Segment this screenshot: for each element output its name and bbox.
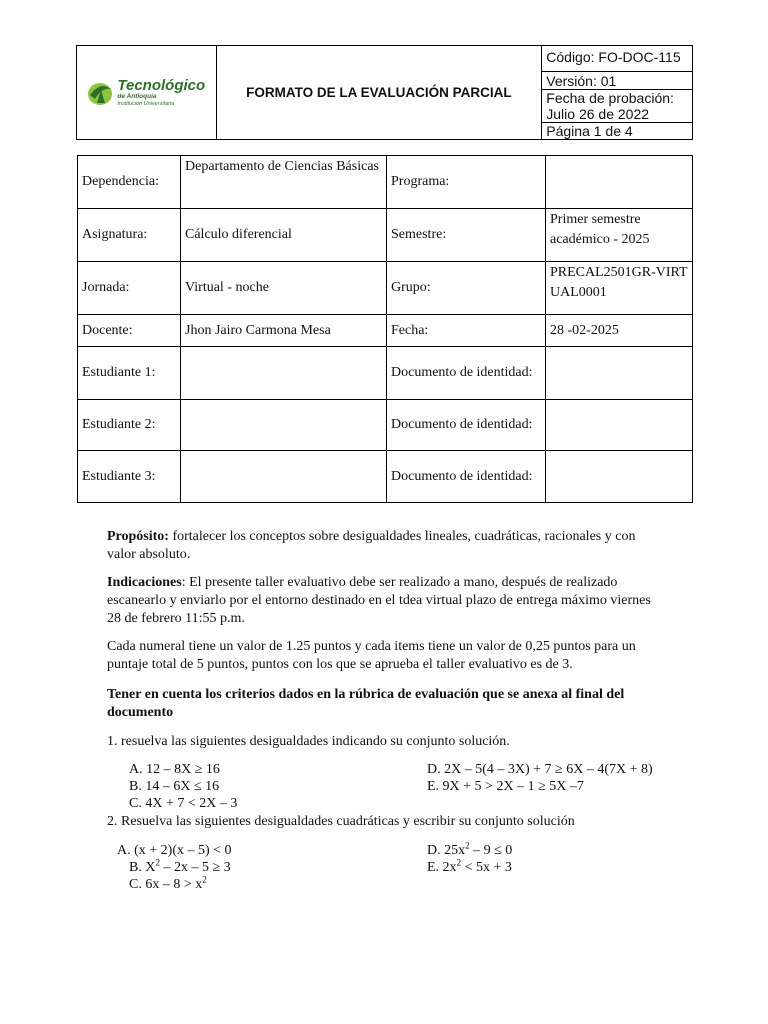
institution-logo [77,78,216,107]
proposito-label: Propósito: [107,529,169,544]
docente-label: Docente: [78,315,181,347]
documento-2-field[interactable] [546,400,693,451]
puntaje-paragraph: Cada numeral tiene un valor de 1.25 puntos y cada items tiene un valor de 0,25 puntos para un puntaje total de 5 puntos, puntos con los que se aprueba el taller evaluativo es de 3. [107,639,636,672]
grupo-value: PRECAL2501GR-VIRTUAL0001 [546,262,693,315]
document-body [107,528,667,893]
estudiante-2-label: Estudiante 2: [78,400,181,451]
logo-main-text: Tecnológico [117,77,206,94]
logo-sub2-text: Institución Universitaria [117,100,175,107]
semestre-value: Primer semestre académico - 2025 [546,209,693,262]
table-row [78,156,693,209]
pagina-cell: Página 1 de 4 [542,123,693,140]
documento-1-label: Documento de identidad: [387,347,546,400]
q2-item-d-exp: 2 [465,840,470,851]
indicaciones-text: : El presente taller evaluativo debe ser realizado a mano, después de realizado escanearlo y enviarlo por el entorno destinado en el tdea virtual plazo de entrega máximo viernes 28 de febrero 11:55 p.m. [107,575,651,626]
q1-item-c: C. 4X + 7 < 2X – 3 [129,796,238,811]
document-title: FORMATO DE LA EVALUACIÓN PARCIAL [216,46,542,140]
fecha-label: Fecha: [387,315,546,347]
fecha-aprobacion-label: Fecha de probación: [546,90,674,106]
fecha-aprobacion-cell [542,90,693,123]
fecha-aprobacion-value: Julio 26 de 2022 [546,106,650,122]
table-row [78,315,693,347]
estudiante-3-label: Estudiante 3: [78,451,181,503]
estudiante-3-field[interactable] [181,451,387,503]
documento-1-field[interactable] [546,347,693,400]
q1-item-a: A. 12 – 8X ≥ 16 [129,762,220,777]
q2-item-c [129,876,207,893]
semestre-label: Semestre: [387,209,546,262]
dependencia-label: Dependencia: [78,156,181,209]
q2-item-e-pre: E. 2x [427,860,457,875]
estudiante-1-label: Estudiante 1: [78,347,181,400]
q2-item-c-exp: 2 [202,874,207,885]
documento-3-field[interactable] [546,451,693,503]
programa-label: Programa: [387,156,546,209]
q2-item-c-pre: C. 6x – 8 > x [129,877,203,892]
programa-value [546,156,693,209]
q1-item-d: D. 2X – 5(4 – 3X) + 7 ≥ 6X – 4(7X + 8) [427,762,653,777]
proposito-text: fortalecer los conceptos sobre desigualdades lineales, cuadráticas, racionales y con valor absoluto. [107,529,636,562]
indicaciones-paragraph [107,574,667,628]
rubrica-note: Tener en cuenta los criterios dados en la rúbrica de evaluación que se anexa al final del documento [107,687,625,720]
documento-3-label: Documento de identidad: [387,451,546,503]
estudiante-2-field[interactable] [181,400,387,451]
dependencia-value: Departamento de Ciencias Básicas [181,156,387,209]
version-cell: Versión: 01 [542,72,693,90]
indicaciones-label: Indicaciones [107,575,182,590]
docente-value: Jhon Jairo Carmona Mesa [181,315,387,347]
asignatura-value: Cálculo diferencial [181,209,387,262]
q2-item-b-exp: 2 [155,857,160,868]
logo-cell [77,46,217,140]
jornada-value: Virtual - noche [181,262,387,315]
table-row [78,347,693,400]
q2-item-e [427,859,512,876]
fecha-value: 28 -02-2025 [546,315,693,347]
q2-item-e-exp: 2 [456,857,462,868]
q2-item-d-pre: D. 25x [427,843,466,858]
question-1-items [107,761,667,813]
q1-item-b: B. 14 – 6X ≤ 16 [129,779,220,794]
question-1-title: 1. resuelva las siguientes desigualdades indicando su conjunto solución. [107,734,510,749]
q2-item-a: A. (x + 2)(x – 5) < 0 [117,843,232,858]
q2-item-b-pre: B. X [129,860,156,875]
logo-emblem-icon [87,79,113,107]
grupo-label: Grupo: [387,262,546,315]
codigo-cell: Código: FO-DOC-115 [542,46,693,72]
table-row [78,451,693,503]
table-row [78,262,693,315]
table-row [78,209,693,262]
q2-item-b [129,859,231,876]
proposito-paragraph [107,528,667,564]
q2-item-e-post: < 5x + 3 [461,860,512,875]
table-row [78,400,693,451]
asignatura-label: Asignatura: [78,209,181,262]
q2-item-d [427,842,512,859]
jornada-label: Jornada: [78,262,181,315]
question-2-title: 2. Resuelva las siguientes desigualdades cuadráticas y escribir su conjunto solución [107,814,575,829]
logo-sub-text: de Antioquia [117,93,157,100]
q2-item-b-post: – 2x – 5 ≥ 3 [159,860,231,875]
question-2-items [107,841,667,893]
q1-item-e: E. 9X + 5 > 2X – 1 ≥ 5X –7 [427,779,584,794]
q2-item-d-post: – 9 ≤ 0 [469,843,513,858]
documento-2-label: Documento de identidad: [387,400,546,451]
estudiante-1-field[interactable] [181,347,387,400]
document-header-table [76,45,693,140]
course-info-table [77,155,693,503]
